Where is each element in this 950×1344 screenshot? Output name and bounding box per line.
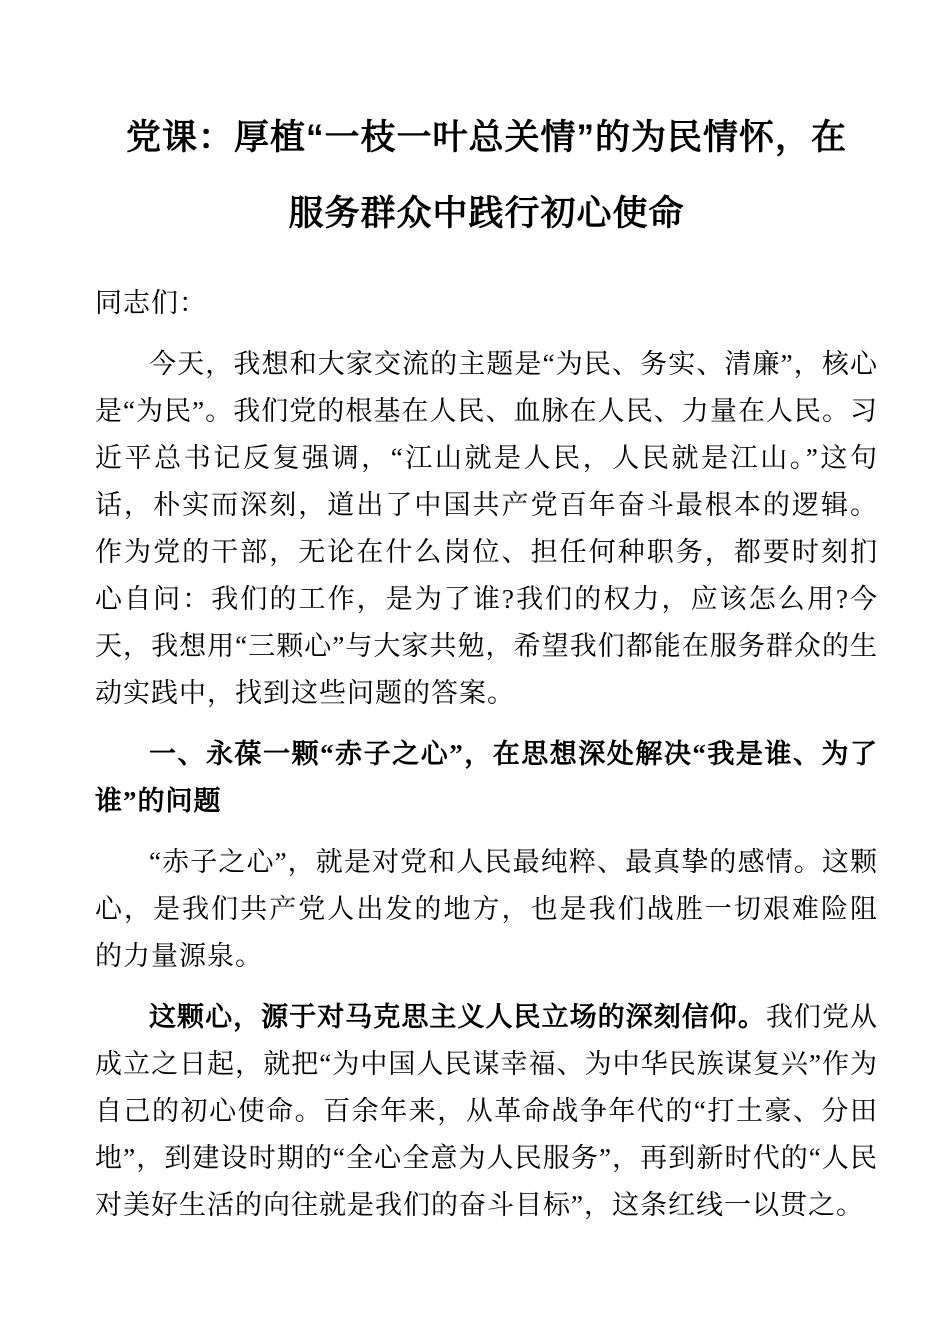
document-title-line-2: 服务群众中践行初心使命: [288, 194, 685, 233]
paragraph-renmin-lichang-bold-lead: 这颗心，源于对马克思主义人民立场的深刻信仰。: [149, 1002, 766, 1032]
section-heading-1: 一、永葆一颗“赤子之心”，在思想深处解决“我是谁、为了谁”的问题: [95, 739, 878, 816]
document-title-line-1: 党课：厚植“一枝一叶总关情”的为民情怀，在: [125, 118, 847, 157]
salutation: 同志们：: [95, 288, 207, 318]
document-title: [95, 100, 878, 252]
intro-paragraph: 今天，我想和大家交流的主题是“为民、务实、清廉”，核心是“为民”。我们党的根基在人民、血脉在人民、力量在人民。习近平总书记反复强调，“江山就是人民，人民就是江山。”这句话，朴实而深刻，道出了中国共产党百年奋斗最根本的逻辑。作为党的干部，无论在什么岗位、担任何种职务，都要时刻扪心自问：我们的工作，是为了谁?我们的权力，应该怎么用?今天，我想用“三颗心”与大家共勉，希望我们都能在服务群众的生动实践中，找到这些问题的答案。: [95, 349, 878, 708]
paragraph-chizi-zhixin: “赤子之心”，就是对党和人民最纯粹、最真挚的感情。这颗心，是我们共产党人出发的地方，也是我们战胜一切艰难险阻的力量源泉。: [95, 847, 878, 971]
paragraph-renmin-lichang-body: 我们党从成立之日起，就把“为中国人民谋幸福、为中华民族谋复兴”作为自己的初心使命。百余年来，从革命战争年代的“打土豪、分田地”，到建设时期的“全心全意为人民服务”，再到新时代的“人民对美好生活的向往就是我们的奋斗目标”，这条红线一以贯之。: [95, 1002, 879, 1220]
paragraph-renmin-lichang: [95, 994, 878, 1229]
